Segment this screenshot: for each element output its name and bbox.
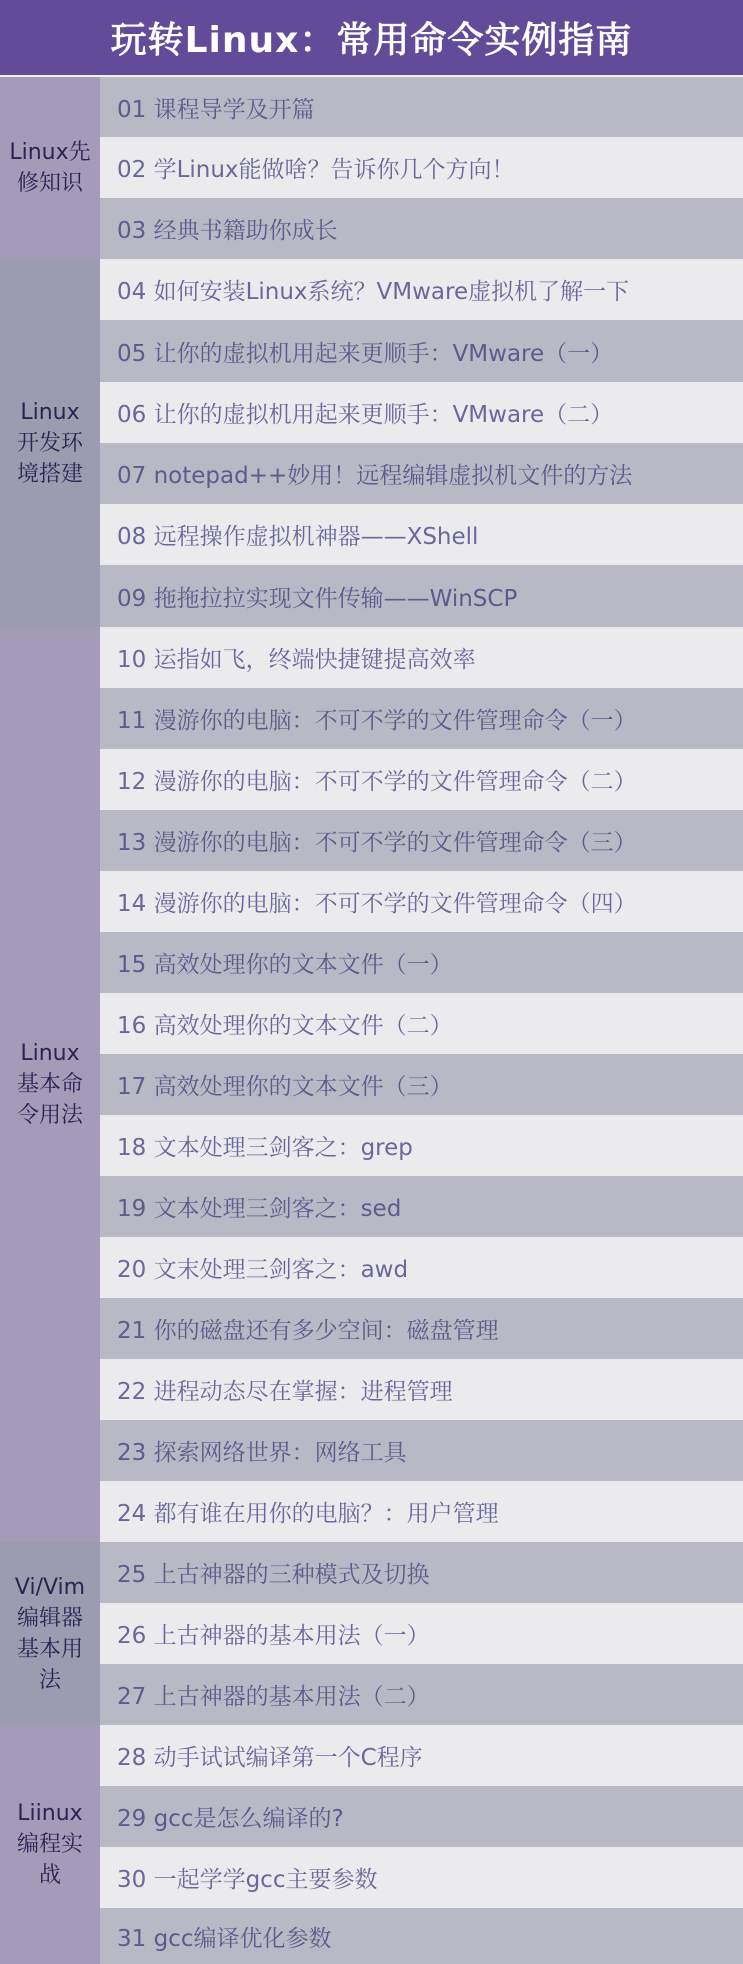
section-label-line: 编辑器 bbox=[16, 1605, 83, 1631]
lesson-item[interactable]: 06 让你的虚拟机用起来更顺手：VMware（二） bbox=[100, 382, 743, 443]
lesson-item[interactable]: 22 进程动态尽在掌握：进程管理 bbox=[100, 1359, 743, 1420]
lesson-item[interactable]: 15 高效处理你的文本文件（一） bbox=[100, 932, 743, 993]
lesson-item[interactable]: 05 让你的虚拟机用起来更顺手：VMware（一） bbox=[100, 320, 743, 382]
lesson-item[interactable]: 31 gcc编译优化参数 bbox=[100, 1908, 743, 1964]
section-label-text bbox=[17, 397, 83, 490]
lesson-item[interactable]: 10 运指如飞，终端快捷键提高效率 bbox=[100, 627, 743, 688]
lesson-item[interactable]: 14 漫游你的电脑：不可不学的文件管理命令（四） bbox=[100, 871, 743, 932]
section-label-text bbox=[9, 137, 90, 199]
section-label-line: Linux bbox=[20, 399, 80, 425]
lesson-item[interactable]: 08 远程操作虚拟机神器——XShell bbox=[100, 504, 743, 565]
section-label-line: 基本命 bbox=[16, 1072, 83, 1097]
section-label-text bbox=[17, 1038, 83, 1131]
section-label-line: Linux bbox=[20, 1041, 80, 1066]
lesson-item[interactable]: 02 学Linux能做啥？告诉你几个方向！ bbox=[100, 137, 743, 198]
lesson-item[interactable]: 16 高效处理你的文本文件（二） bbox=[100, 993, 743, 1054]
section-label-line: Liinux bbox=[17, 1801, 83, 1826]
section-label-line: 战 bbox=[38, 1863, 61, 1888]
section-label-line: 令用法 bbox=[16, 1103, 83, 1128]
lesson-item[interactable]: 25 上古神器的三种模式及切换 bbox=[100, 1542, 743, 1603]
lesson-item[interactable]: 27 上古神器的基本用法（二） bbox=[100, 1664, 743, 1725]
section-label-line: 开发环 bbox=[16, 430, 83, 456]
lesson-item[interactable]: 24 都有谁在用你的电脑？：用户管理 bbox=[100, 1481, 743, 1542]
section-label-line: 修知识 bbox=[16, 171, 83, 196]
page-title: 玩转Linux：常用命令实例指南 bbox=[0, 0, 743, 75]
lesson-item[interactable]: 09 拖拖拉拉实现文件传输——WinSCP bbox=[100, 565, 743, 627]
lesson-item[interactable]: 30 一起学学gcc主要参数 bbox=[100, 1847, 743, 1908]
section-label bbox=[0, 1725, 100, 1964]
section-label-line: 法 bbox=[38, 1667, 61, 1693]
lesson-item[interactable]: 07 notepad++妙用！远程编辑虚拟机文件的方法 bbox=[100, 443, 743, 504]
section-label-text bbox=[15, 1572, 85, 1696]
section-label-line: 编程实 bbox=[16, 1832, 83, 1857]
section-label bbox=[0, 259, 100, 627]
section-label bbox=[0, 627, 100, 1542]
lesson-item[interactable]: 01 课程导学及开篇 bbox=[100, 77, 743, 137]
lesson-item[interactable]: 23 探索网络世界：网络工具 bbox=[100, 1420, 743, 1481]
lesson-item[interactable]: 11 漫游你的电脑：不可不学的文件管理命令（一） bbox=[100, 688, 743, 749]
lesson-item[interactable]: 13 漫游你的电脑：不可不学的文件管理命令（三） bbox=[100, 810, 743, 871]
section-label-line: Vi/Vim bbox=[14, 1574, 86, 1600]
section-label-line: 基本用 bbox=[16, 1636, 83, 1662]
lesson-item[interactable]: 03 经典书籍助你成长 bbox=[100, 198, 743, 259]
lesson-item[interactable]: 12 漫游你的电脑：不可不学的文件管理命令（二） bbox=[100, 749, 743, 810]
lesson-item[interactable]: 20 文末处理三剑客之：awd bbox=[100, 1237, 743, 1298]
lesson-item[interactable]: 04 如何安装Linux系统？VMware虚拟机了解一下 bbox=[100, 259, 743, 320]
lesson-item[interactable]: 19 文本处理三剑客之：sed bbox=[100, 1176, 743, 1237]
section-label bbox=[0, 1542, 100, 1725]
lesson-item[interactable]: 18 文本处理三剑客之：grep bbox=[100, 1115, 743, 1176]
section-label-line: Linux先 bbox=[9, 140, 91, 165]
lesson-item[interactable]: 21 你的磁盘还有多少空间：磁盘管理 bbox=[100, 1298, 743, 1359]
lesson-item[interactable]: 26 上古神器的基本用法（一） bbox=[100, 1603, 743, 1664]
lesson-item[interactable]: 29 gcc是怎么编译的? bbox=[100, 1786, 743, 1847]
section-label-text bbox=[17, 1798, 83, 1891]
section-label-line: 境搭建 bbox=[16, 461, 83, 487]
section-label bbox=[0, 77, 100, 259]
lesson-item[interactable]: 28 动手试试编译第一个C程序 bbox=[100, 1725, 743, 1786]
lesson-item[interactable]: 17 高效处理你的文本文件（三） bbox=[100, 1054, 743, 1115]
